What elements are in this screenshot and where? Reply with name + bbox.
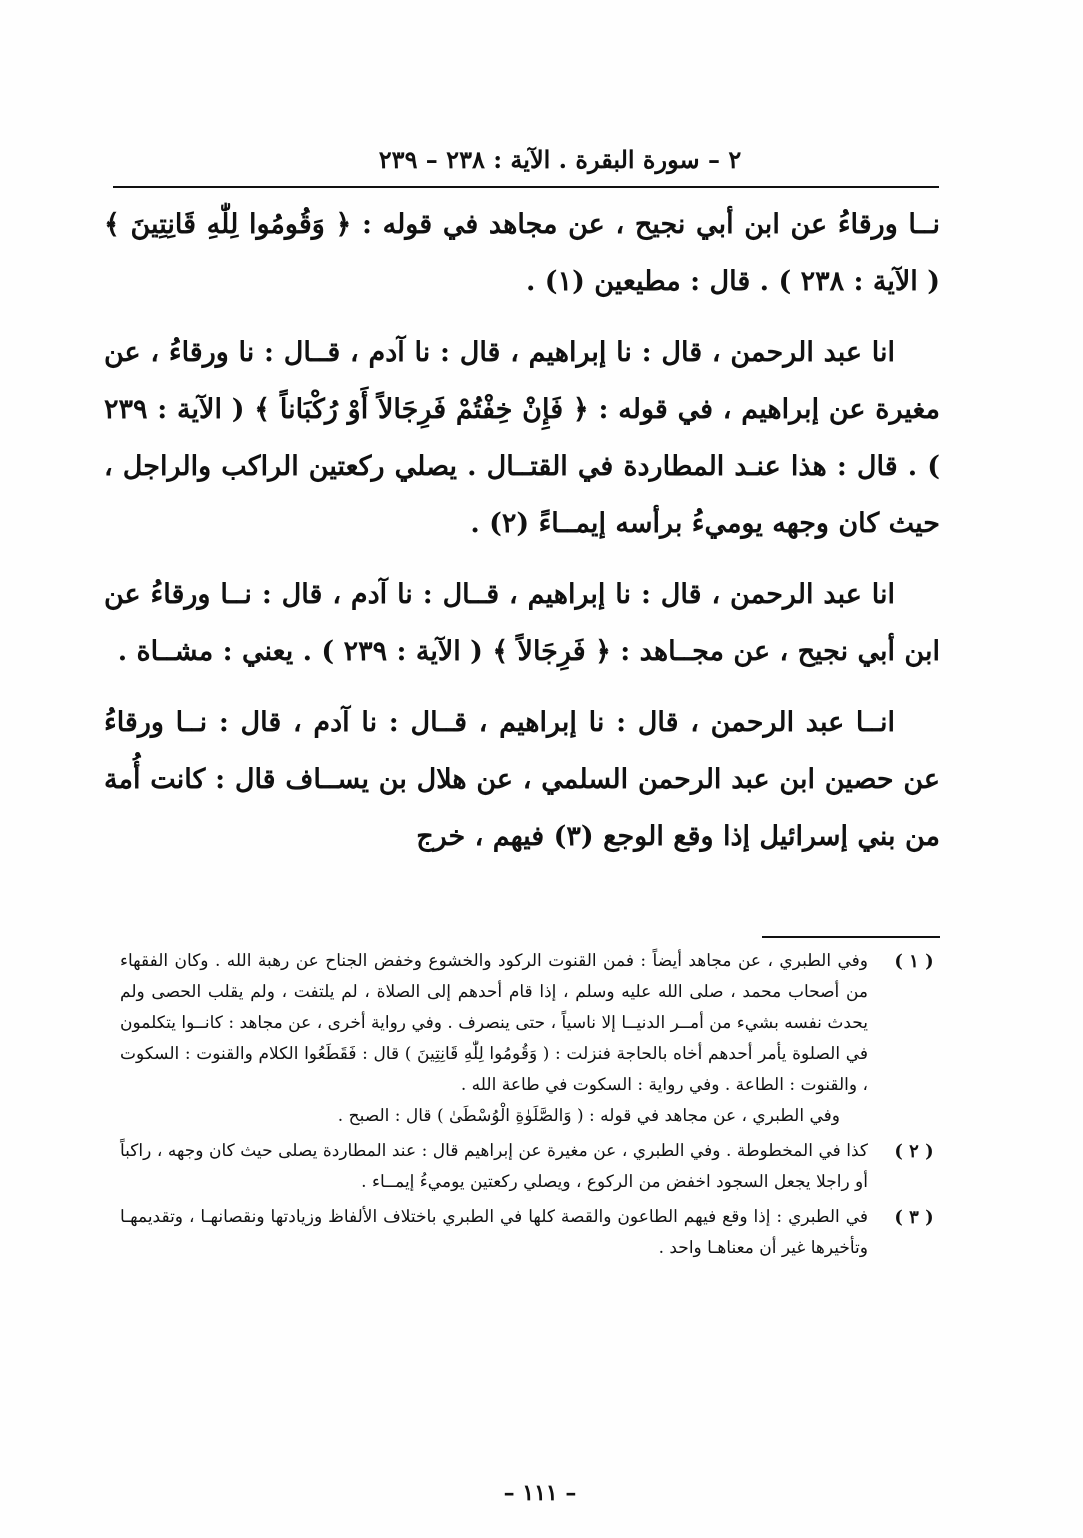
- paragraph: انــا عبد الرحمن ، قال : نا إبراهيم ، قــال : نا آدم ، قال : نــا ورقاءُ عن حصين ابن عبد الرحمن السلمي ، عن هلال بن يســاف قال : كانت أُمة من بني إسرائيل إذا وقع الوجع (٣) فيهم ، خرج: [104, 707, 940, 852]
- footnote-body: [120, 946, 868, 1132]
- paragraph: انا عبد الرحمن ، قال : نا إبراهيم ، قال : نا آدم ، قــال : نا ورقاءُ ، عن مغيرة عن إبراهيم ، في قوله : ﴿ فَإِنْ خِفْتُمْ فَرِجَالاً أَوْ رُكْبَاناً ﴾ ( الآية : ٢٣٩ ) . قال : هذا عنـد المطاردة في القتــال . يصلي ركعتين الراكب والراجل ، حيث كان وجهه يوميءُ برأسه إيمــاءً (٢) .: [104, 337, 940, 539]
- footnote-rule: [762, 936, 940, 938]
- footnote: [120, 946, 950, 1132]
- paragraph: انا عبد الرحمن ، قال : نا إبراهيم ، قــال : نا آدم ، قال : نــا ورقاءُ عن ابن أبي نجيح ، عن مجــاهد : ﴿ فَرِجَالاً ﴾ ( الآية : ٢٣٩ ) . يعني : مشــاة .: [104, 579, 940, 667]
- footnote-body: [120, 1136, 868, 1198]
- paragraph: نــا ورقاءُ عن ابن أبي نجيح ، عن مجاهد في قوله : ﴿ وَقُومُوا لِلّٰهِ قَانِتِينَ ﴾ ( الآية : ٢٣٨ ) . قال : مطيعين (١) .: [104, 209, 940, 297]
- footnote-number: ( ١ ): [894, 951, 934, 972]
- footnote-text: كذا في المخطوطة . وفي الطبري ، عن مغيرة عن إبراهيم قال : عند المطاردة يصلى حيث كان وجهه ، راكباً أو راجلا يجعل السجود اخفض من الركوع ، ويصلي ركعتين يوميءُ إيمــاء .: [120, 1141, 868, 1192]
- running-head: ٢ – سورة البقرة . الآية : ٢٣٨ – ٢٣٩: [378, 145, 742, 174]
- main-text: [104, 196, 940, 879]
- header-rule: [113, 186, 939, 188]
- footnote-text: في الطبري : إذا وقع فيهم الطاعون والقصة كلها في الطبري باختلاف الألفاظ وزيادتها ونقصانهـا ، وتقديمهـا وتأخيرها غير أن معناهـا واحد .: [120, 1207, 868, 1258]
- footnote-body: [120, 1202, 868, 1264]
- footnotes: [120, 946, 950, 1268]
- footnote: [120, 1136, 950, 1198]
- footnote-text: وفي الطبري ، عن مجاهد في قوله : ( وَالصَّلَوٰةِ الْوُسْطَىٰ ) قال : الصبح .: [337, 1106, 840, 1126]
- page-number: – ١١١ –: [503, 1480, 577, 1506]
- footnote-number: ( ٣ ): [894, 1207, 934, 1228]
- footnote-text: وفي الطبري ، عن مجاهد أيضاً : فمن القنوت الركود والخشوع وخفض الجناح عن رهبة الله . وكان الفقهاء من أصحاب محمد ، صلى الله عليه وسلم ، إذا قام أحدهم إلى الصلاة ، لم يلتفت ، ولم يقلب الحصى ولم يحدث نفسه بشيء من أمــر الدنيــا إلا ناسياً ، حتى ينصرف . وفي رواية أخرى ، عن مجاهد : كانــوا يتكلمون في الصلوة يأمر أحدهم أخاه بالحاجة فنزلت : ( وَقُومُوا لِلّٰهِ قَانِتِينَ ) قال : فَقَطَعُوا الكلام والقنوت : السكوت ، والقنوت : الطاعة . وفي رواية : السكوت في طاعة الله .: [120, 951, 868, 1095]
- footnote-number: ( ٢ ): [894, 1141, 934, 1162]
- footnote: [120, 1202, 950, 1264]
